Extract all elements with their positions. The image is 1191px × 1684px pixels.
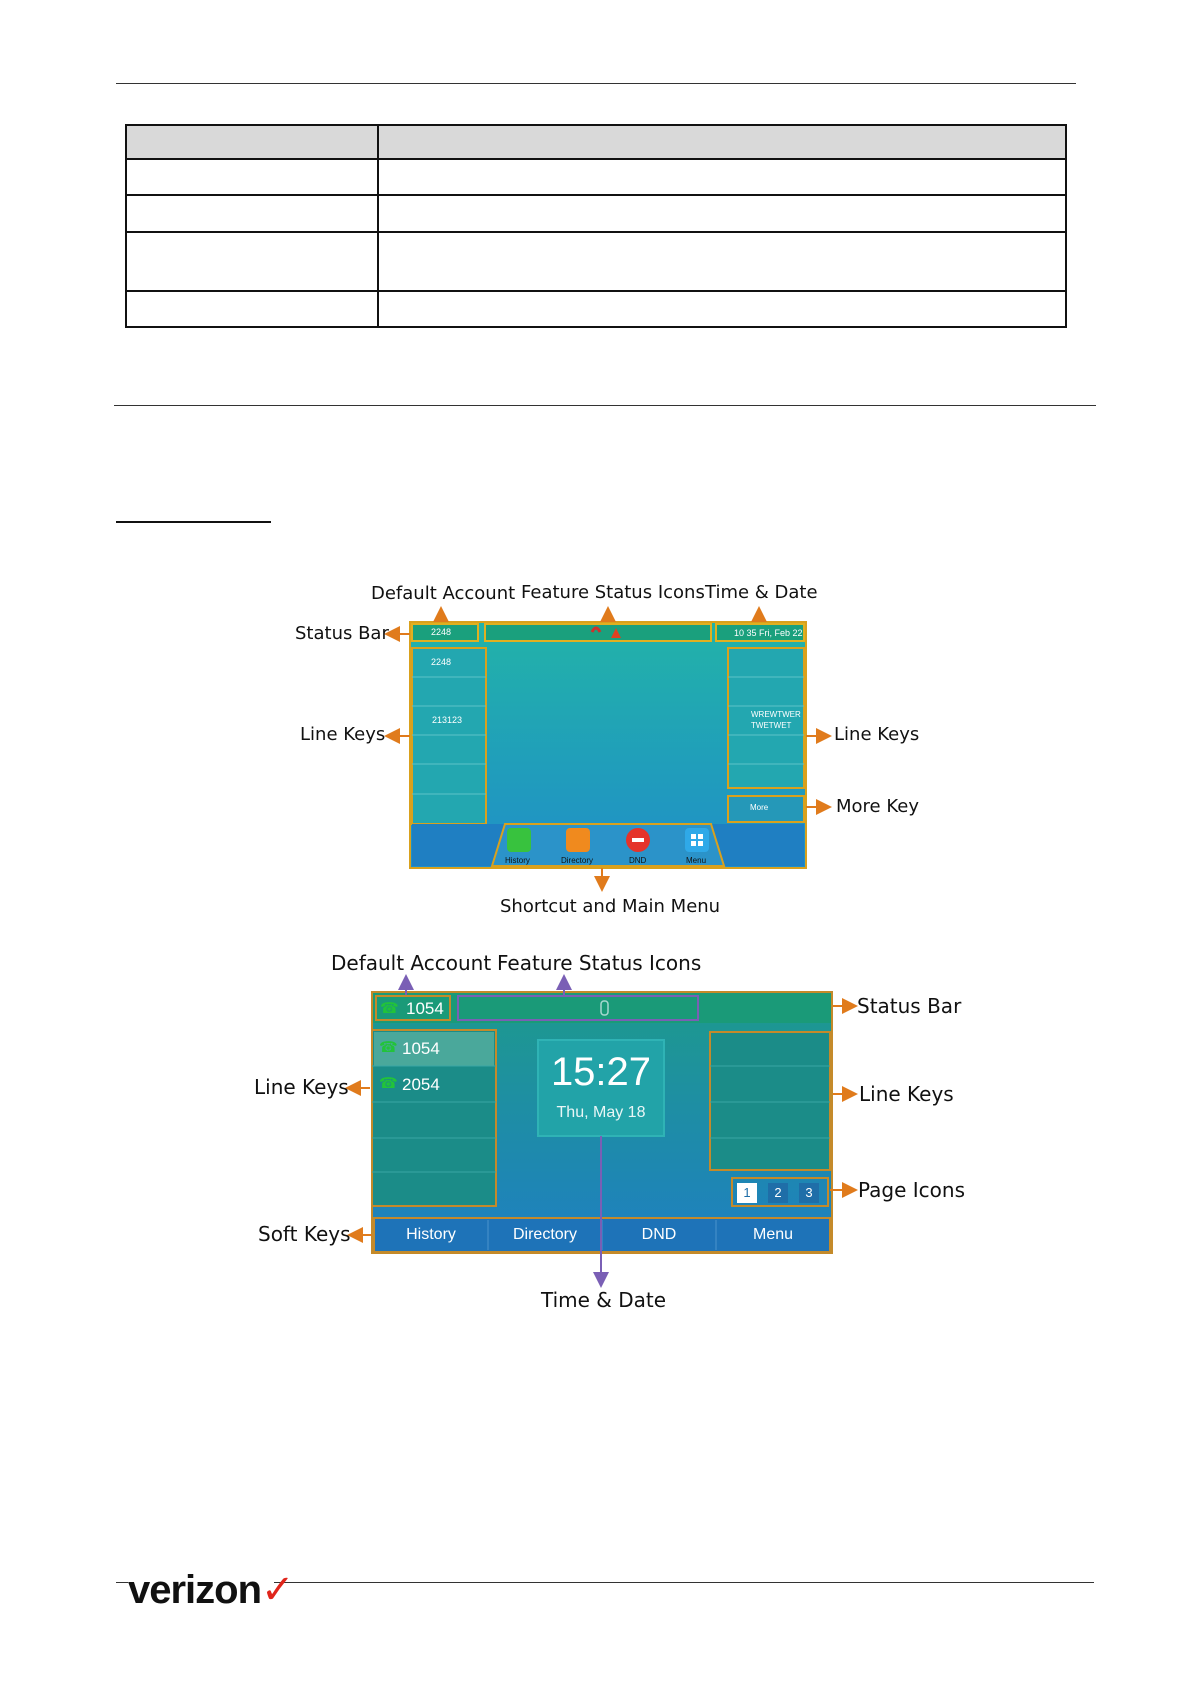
fig2-callout-page-icons: Page Icons	[858, 1178, 966, 1202]
fig2-line-phone-icon-1: ☎	[379, 1039, 398, 1056]
fig1-account: 2248	[431, 627, 452, 637]
fig1-shortcut-history[interactable]: History	[505, 856, 530, 865]
status-feature-box	[485, 624, 711, 641]
menu-icon	[685, 828, 709, 852]
fig1-callout-default-account: Default Account	[371, 583, 516, 604]
fig2-clock-time: 15:27	[550, 1050, 652, 1094]
history-icon	[507, 828, 531, 852]
fig1-callout-shortcut-menu: Shortcut and Main Menu	[500, 896, 721, 917]
fig2-clock-date: Thu, May 18	[556, 1104, 646, 1121]
fig2-line-key-1[interactable]: 1054	[402, 1039, 440, 1058]
fig2-callout-status-bar: Status Bar	[857, 994, 962, 1018]
fig1-more-key-label[interactable]: More	[750, 803, 769, 812]
fig1-callout-more-key: More Key	[836, 796, 919, 817]
verizon-logo: verizon✓	[128, 1568, 294, 1612]
fig2-line-phone-icon-2: ☎	[379, 1075, 398, 1092]
fig2-page-1-label: 1	[743, 1185, 751, 1200]
fig2-line-key-2[interactable]: 2054	[402, 1075, 440, 1094]
fig2-softkey-history[interactable]: History	[406, 1226, 456, 1243]
footer-rule-short	[116, 1582, 128, 1583]
fig1-right-line-text-2: TWETWET	[751, 721, 792, 730]
fig2-callout-line-keys-left: Line Keys	[254, 1075, 349, 1099]
fig2-softkey-dnd[interactable]: DND	[641, 1226, 677, 1243]
fig1-shortcut-dnd[interactable]: DND	[629, 856, 647, 865]
fig1-shortcut-menu[interactable]: Menu	[686, 856, 707, 865]
fig1-callout-feature-status-icons: Feature Status Icons	[521, 582, 705, 603]
fig1-right-line-text-1: WREWTWER	[751, 710, 801, 719]
right-line-keys-2	[710, 1032, 830, 1170]
fig1-callout-line-keys-right: Line Keys	[834, 724, 920, 745]
fig2-page-3-label: 3	[805, 1185, 813, 1200]
fig2-account: 1054	[406, 999, 444, 1018]
fig2-callout-default-account: Default Account	[331, 951, 492, 975]
fig1-line-key-3[interactable]: 213123	[432, 715, 463, 725]
fig1-callout-status-bar: Status Bar	[295, 623, 389, 644]
fig1-line-key-1[interactable]: 2248	[431, 657, 452, 667]
fig1-datetime: 10 35 Fri, Feb 22	[734, 628, 803, 638]
fig2-softkey-directory[interactable]: Directory	[512, 1226, 577, 1243]
fig2-callout-line-keys-right: Line Keys	[859, 1082, 954, 1106]
fig2-callout-feature-status-icons: Feature Status Icons	[497, 951, 702, 975]
fig2-phone-icon: ☎	[380, 1000, 399, 1017]
fig2-callout-soft-keys: Soft Keys	[258, 1222, 351, 1246]
fig1-shortcut-directory[interactable]: Directory	[561, 856, 594, 865]
fig2-page-2-label: 2	[774, 1185, 782, 1200]
fig1-callout-time-date: Time & Date	[705, 582, 818, 603]
fig2-callout-time-date: Time & Date	[541, 1288, 667, 1312]
fig2-softkey-menu[interactable]: Menu	[752, 1226, 794, 1243]
directory-icon	[566, 828, 590, 852]
fig1-callout-line-keys-left: Line Keys	[300, 724, 386, 745]
footer-rule	[274, 1582, 1094, 1583]
left-line-keys-1	[412, 648, 486, 824]
